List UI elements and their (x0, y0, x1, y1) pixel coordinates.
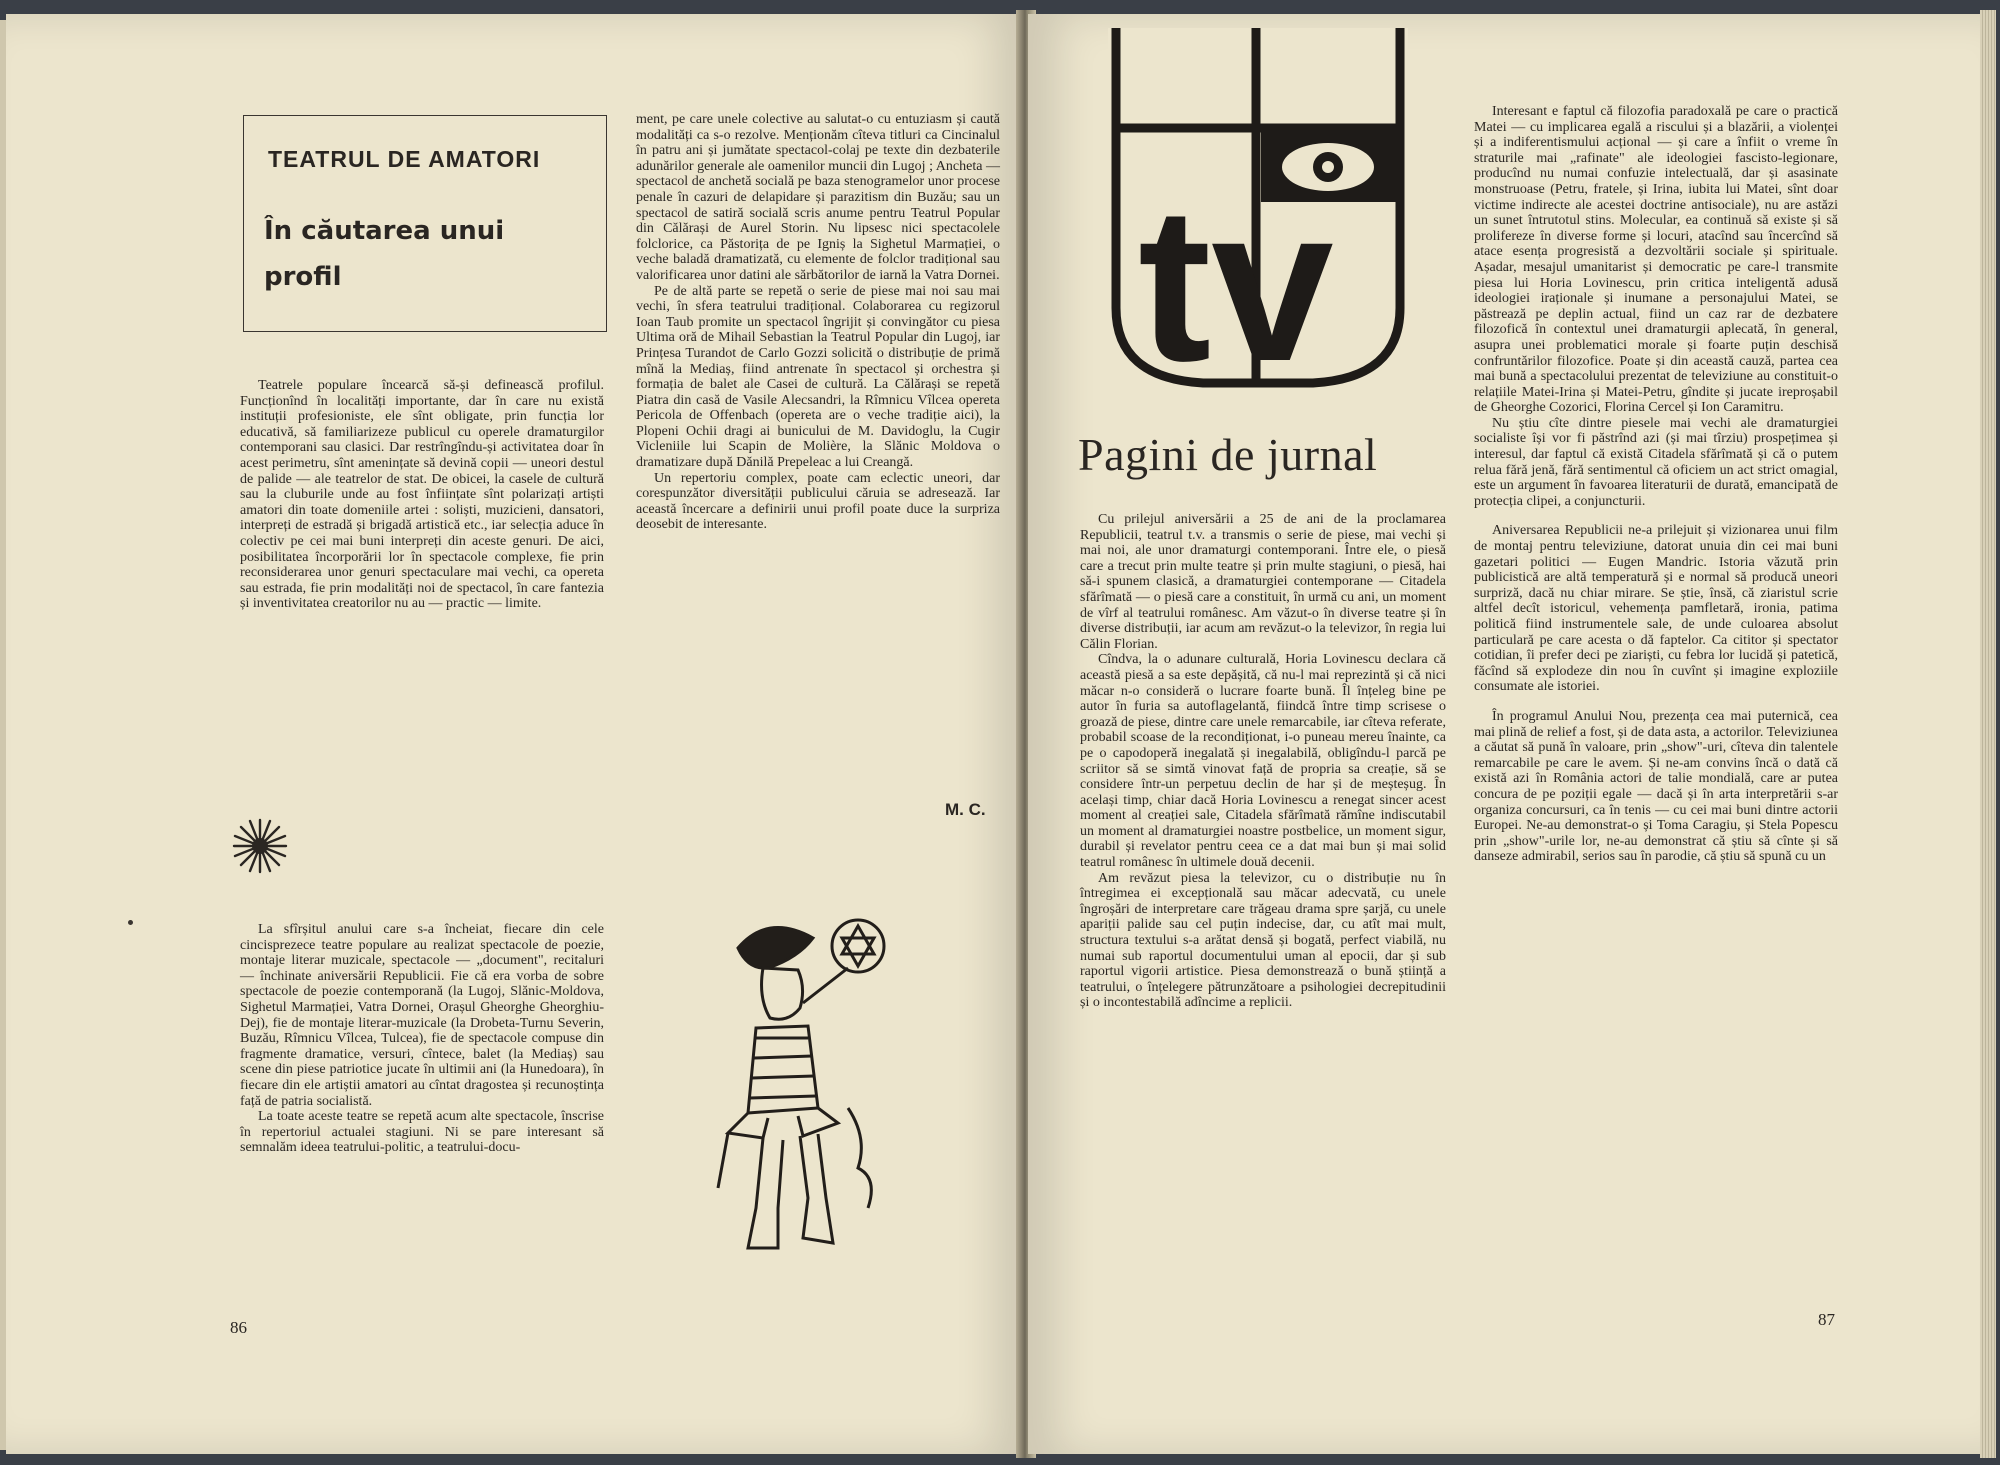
article-subtitle: În căutarea unui profil (264, 216, 505, 292)
paragraph: La sfîrșitul anului care s-a încheiat, fiecare din cele cincisprezece teatre populare au realizat spectacole de poezie, montaje literar muzicale, spectacole — „document", recitaluri — închinate aniversării Republicii. Fie că era vorba de sobre spectacole de poezie contemporană (la Lugoj, Slănic-Moldova, Sighetul Marmației, Vatra Dornei, Orașul Gheorghe Gheorghiu-Dej), fie de montaje literar-muzicale (la Drobeta-Turnu Severin, Buzău, Rîmnicu Vîlcea, Tulcea), fie de spectacole compuse din fragmente dramatice, versuri, cîntece, balet (la Mediaș) sau scene din piese patriotice jucate în ultimii ani (la Hunedoara), în fiecare din ele artiștii amatori au cîntat dragostea și recunoștința față de patria socialistă. (240, 922, 604, 1109)
column-2 (636, 112, 1000, 533)
page-number-right: 87 (1818, 1310, 1835, 1329)
section-heading: TEATRUL DE AMATORI (268, 146, 541, 172)
page-title: Pagini de jurnal (1078, 429, 1378, 480)
paragraph: Pe de altă parte se repetă o serie de piese mai noi sau mai vechi, în sfera teatrului tradițional. Colaborarea cu regizorul Ioan Taub promite un spectacol îngrijit și convingător cu piesa Ultima oră de Mihail Sebastian la Teatrul Popular din Lugoj, iar Prințesa Turandot de Carlo Gozzi solicită o distribuție de primă mînă la Mediaș, fiind antrenate în spectacol și orchestra și formația de balet ale Casei de cultură. La Călărași se repetă Piatra din casă de Vasile Alecsandri, la Rîmnicu Vîlcea opereta Pericola de Offenbach (opereta are o veche tradiție aici), la Plopeni Ochii dragi ai bunicului de M. Davidoglu, la Cugir Vicleniile lui Scapin de Molière, la Slănic Moldova o dramatizare după Dănilă Prepeleac a lui Creangă. (636, 283, 1000, 471)
jester-woodcut-illustration (708, 908, 898, 1258)
paragraph: Un repertoriu complex, poate cam eclectic uneori, dar corespunzător diversității publicului căruia se adresează. Iar această încercare a definirii unui profil poate duce la surpriza deosebit de interesante. (636, 470, 1000, 533)
column-1-upper (240, 378, 604, 612)
paragraph: Nu știu cîte dintre piesele mai vechi ale dramaturgiei socialiste își vor fi păstrînd azi (și mai tîrziu) prospețimea și interesul, dar faptul că există Citadela sfărîmată și că o putem relua fără jenă, fără sentimentul că oficiem un act strict omagial, este un argument în favoarea literaturii de durată, emancipată de protecția clipei, a conjuncturii. (1474, 415, 1838, 509)
title-box (243, 115, 607, 332)
column-3 (1080, 512, 1446, 1011)
paragraph: Teatrele populare încearcă să-și definească profilul. Funcționînd în localități importante, dar în care nu există instituții profesioniste, ele sînt obligate, prin funcția lor educativă, să familiarizeze publicul cu operele dramaturgilor contemporani sau clasici. Dar restrîngîndu-și activitatea doar în acest perimetru, sînt amenințate să devină copii — uneori destul de palide — ale teatrelor de stat. De obicei, la casele de cultură sau la cluburile unde au fost înființate sînt polarizați artiști amatori din toate domeniile artei : soliști, muzicieni, dansatori, interpreți de estradă și brigadă artistică etc., iar selecția aduce în colectiv pe cei mai buni interpreți din aceste genuri. De aici, posibilitatea încorporării lor în spectacole complexe, fie prin reconsiderarea unor genuri spectaculare mai vechi, ca opereta sau estrada, fie prin modalități noi de spectacol, în care fantezia și inventivitatea creatorilor nu au — practic — limite. (240, 378, 604, 612)
page-number-left: 86 (230, 1318, 247, 1337)
paragraph: Aniversarea Republicii ne-a prilejuit și vizionarea unui film de montaj pentru televiziune, datorat unuia din cei mai buni gazetari politici — Eugen Mandric. Istoria văzută prin publicistică are altă temperatură și e normal să producă uneori surpriză, dacă nu chiar mirare. Se știe, însă, că ziaristul scrie altfel decît istoricul, vehemența pamfletară, ironia, patima politică fiind instrumentele sale, de unde culoarea absolut particulară pe care acesta o dă faptelor. Ca cititor și spectator cotidian, îi prefer deci pe ziariști, cu febra lor lucidă și patetică, făcînd să explodeze din nou în cuvînt și imagine exploziile consumate ale istoriei. (1474, 523, 1838, 695)
column-4 (1474, 104, 1838, 865)
paragraph: Interesant e faptul că filozofia paradoxală pe care o practică Matei — cu implicarea egală a riscului și a blazării, a violenței și a indiferentismului acțional — și care a înfiit o vreme în straturile mai „rafinate" ale ideologiei fascisto-legionare, producînd nu numai confuzie intelectuală, dar și asasinate monstruoase (Petru, fratele, și Irina, iubita lui Matei, sînt doar victime indirecte ale acestei doctrine antisociale), nu are astăzi un sunet întrutotul stins. Molecular, ea continuă să existe și să prolifereze în diverse forme și locuri, atacînd sau încercînd să atace esența progresistă a dezvoltării sociale și spirituale. Așadar, mesajul umanitarist și democratic pe care-l transmite piesa lui Horia Lovinescu, prin critica inteligentă adusă ideologiei iraționale și inumane a personajului Matei, se păstrează pe deplin actual, fiind un caz rar de dezbatere filozofică în contextul unei dramaturgii aplecată, în general, asupra unei problematici morale și foarte puțin deschisă confruntărilor filozofice. Poate și din această cauză, partea cea mai bună a spectacolului prezentat de televiziune au constituit-o relațiile Matei-Irina și Matei-Petru, gîndite și jucate ireproșabil de Gheorghe Cozorici, Florina Cercel și Ion Caramitru. (1474, 104, 1838, 416)
logo-letters: tv (1138, 161, 1334, 388)
paragraph: La toate aceste teatre se repetă acum alte spectacole, înscrise în repertoriul actualei stagiuni. Ni se pare interesant să semnalăm ideea teatrului-politic, a teatrului-docu- (240, 1109, 604, 1156)
paragraph: În programul Anului Nou, prezența cea mai puternică, cea mai plină de relief a fost, și de data asta, a actorilor. Televiziunea a căutat să pună în valoare, prin „show"-uri, cîteva din talentele remarcabile pe care le avem. Și ne-am convins încă o dată că există azi în România actori de talie mondială, care ar putea concura de pe poziții egale — dacă și în arta interpretării s-ar organiza concursuri, ca în tenis — cu cei mai buni dintre actorii Europei. Ne-au demonstrat-o și Toma Caragiu, și Stela Popescu prin „show"-urile lor, ne-au demonstrat că știu să cînte și să danseze admirabil, serios sau în parodie, că știu să spună cu un (1474, 708, 1838, 865)
margin-mark (128, 920, 133, 925)
author-signature: M. C. (945, 800, 986, 819)
sun-ornament-icon (232, 818, 288, 874)
paragraph: ment, pe care unele colective au salutat-o cu entuziasm și caută modalități ca s-o rezolve. Menționăm cîteva titluri ca Cincinalul în patru ani și jumătate spectacol-colaj pe texte din dezbaterile adunărilor generale ale oamenilor muncii din Lugoj ; Ancheta — spectacol de anchetă socială pe baza stenogramelor unor procese penale în cazuri de delapidare și parazitism din Buzău; sau un spectacol de satiră socială scris anume pentru Teatrul Popular din Călărași de Aurel Storin. Nu lipsesc nici spectacolele folclorice, ca Păstorița de pe Igniș la Sighetul Marmației, o veche baladă dramatizată, cu elemente de folclor tradițional sau valorificarea unor datini ale sărbătorilor de iarnă la Vatra Dornei. (636, 112, 1000, 283)
paragraph: Am revăzut piesa la televizor, cu o distribuție nu în întregimea ei excepțională sau măcar adecvată, cu unele îngroșări de interpretare care trăgeau drama spre șarjă, cu unele apariții palide sau cel puțin indecise, dar, cu atît mai mult, structura textului s-a arătat densă și bogată, perfect viabilă, nu numai sub raportul documentului uman al epocii, dar și sub raportul vigorii artistice. Piesa demonstrează o bună știință a teatrului, o înțelegere pătrunzătoare a psihologiei decrepitudinii și o incontestabilă adîncime a replicii. (1080, 870, 1446, 1011)
paragraph: Cu prilejul aniversării a 25 de ani de la proclamarea Republicii, teatrul t.v. a transmis o serie de piese, mai vechi și mai noi, ale unor dramaturgi contemporani. Între ele, o piesă care a trecut prin multe teatre și prin multe stagiuni, o piesă, hai să-i spunem clasică, a dramaturgiei contemporane — Citadela sfărîmată — o piesă care a constituit, în urmă cu ani, un moment de vîrf al teatrului românesc. Am văzut-o în diverse teatre și în diverse distribuții, iar acum am revăzut-o la televizor, în regia lui Călin Florian. (1080, 512, 1446, 652)
column-1-lower (240, 922, 604, 1156)
right-page-edge (1980, 10, 1996, 1458)
paragraph: Cîndva, la o adunare culturală, Horia Lovinescu declara că această piesă a sa este depășită, că nu-l mai reprezintă și că nici măcar n-o consideră o lucrare foarte bună. Îl înțeleg bine pe autor în furia sa autoflagelantă, fiindcă între timp scrisese o groază de piese, dintre care unele remarcabile, iar cîteva referate, probabil scoase de la recondiționat, i-o puneau mereu înainte, ca pe o capodoperă inegalată și inegalabilă, obligîndu-l parcă pe scriitor să se simtă vinovat față de propria sa creație, să se considere într-un perpetuu declin de har și de meșteșug. În același timp, chiar dacă Horia Lovinescu a renegat sincer acest moment al creației sale, Citadela sfărîmată rămîne indiscutabil un moment al dramaturgiei noastre postbelice, un moment sigur, durabil și revelator pentru ceea ce a dat mai bun și mai solid teatrul românesc în ultimele două decenii. (1080, 652, 1446, 871)
tv-logo (1108, 28, 1408, 388)
